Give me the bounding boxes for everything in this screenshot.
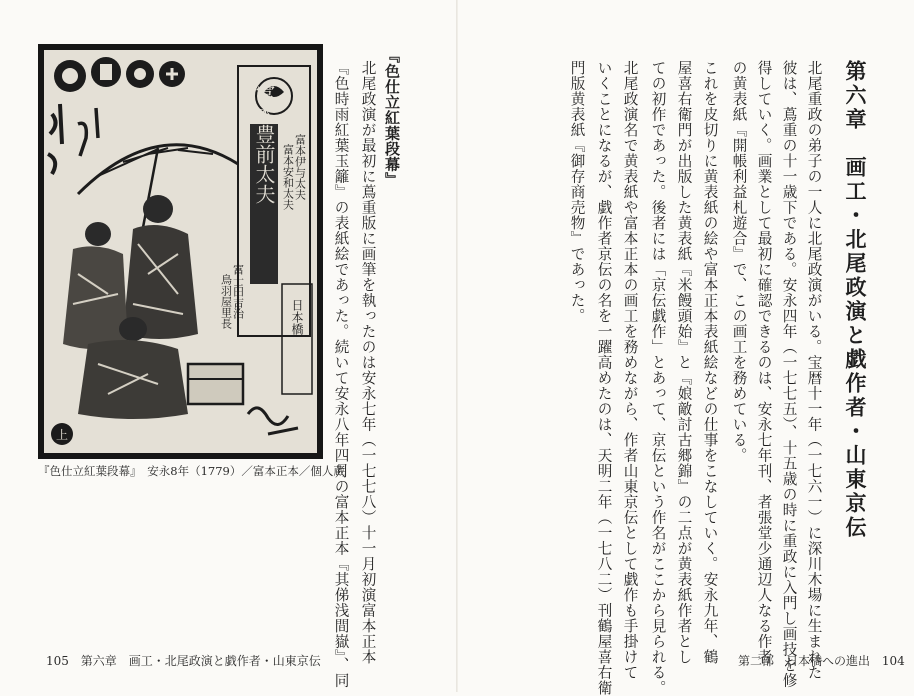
running-footer-right (738, 652, 913, 669)
body-column: 屋喜右衛門が出版した黄表紙『米饅頭始』と『娘敵討古郷錦』の二点が黄表紙作者とし (675, 60, 693, 665)
chapter-heading: 第六章 画工・北尾政演と戯作者・山東京伝 (843, 60, 867, 540)
print-illustration (38, 44, 323, 459)
body-column: 門版黄表紙『御存商売物』であった。 (568, 60, 586, 324)
performer-name: 富本安和太夫 (281, 144, 295, 210)
performer-name: 鳥羽屋里長 (219, 274, 233, 329)
svg-text:上: 上 (55, 428, 69, 442)
performer-name: 富本伊与太夫 (293, 134, 307, 200)
page-number: 105 (46, 654, 69, 668)
figure-caption: 『色仕立紅葉段幕』 安永8年（1779）／富本正本／個人蔵 (38, 464, 345, 478)
gutter (456, 0, 458, 692)
body-column: これを皮切りに黄表紙の絵や富本正本表紙絵などの仕事をこなしていく。安永九年、鶴 (701, 60, 719, 665)
body-column: 北尾重政の弟子の一人に北尾政演がいる。宝暦十一年（一七六一）に深川木場に生まれた (805, 60, 823, 680)
body-column: 得していく。画業として最初に確認できるのは、安永七年刊、者張堂少通辺人なる作者 (755, 60, 773, 665)
print-title: 富本豊前太夫 (252, 84, 276, 204)
body-column: の黄表紙『開帳利益札遊合』で、この画工を務めている。 (730, 60, 748, 463)
woodblock-print-photo (38, 44, 323, 459)
performer-name: 富士田吉治 (231, 264, 245, 319)
section-title: 『色仕立紅葉段幕』 (383, 48, 401, 188)
body-column: 彼は、蔦重の十一歳下である。安永四年（一七七五）、十五歳の時に重政に入門し画技を修 (780, 60, 798, 689)
body-column: いくことになるが、戯作者京伝の名を一躍高めたのは、天明二年（一七八二）刊鶴屋喜右衛 (595, 60, 613, 696)
footer-section: 第二部 日本橋への進出 (738, 654, 871, 668)
publisher-mark: 日本橋 (290, 299, 304, 335)
body-column: 北尾政演が最初に蔦重版に画筆を執ったのは安永七年（一七七八）十一月初演富本正本 (359, 60, 377, 665)
page-number: 104 (881, 654, 905, 668)
footer-chapter: 第六章 画工・北尾政演と戯作者・山東京伝 (80, 654, 321, 668)
running-footer-left (46, 652, 329, 669)
body-column: ての初作であった。後者には「京伝戯作」とあって、京伝という作名がここから見られる。 (649, 60, 667, 696)
body-column: 『色時雨紅葉玉籬』の表紙絵であった。続いて安永八年四月の富本正本『其俤浅間嶽』、同 (332, 60, 350, 689)
body-column: 北尾政演名で黄表紙や富本正本の画工を務めながら、作者山東京伝として戯作も手掛けて (621, 60, 639, 680)
